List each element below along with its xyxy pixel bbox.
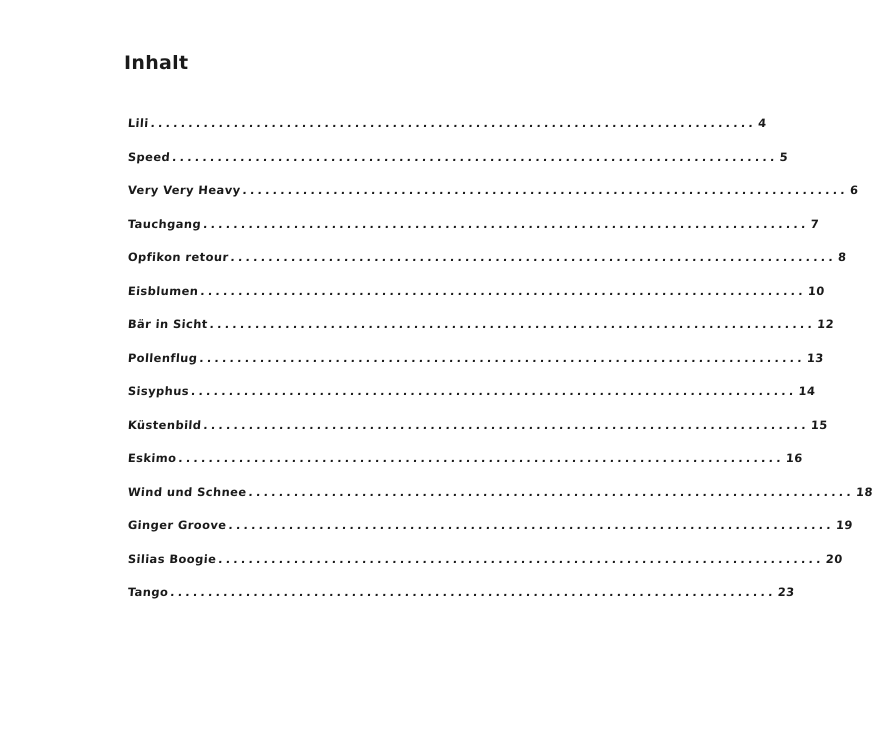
toc-entry <box>126 585 796 619</box>
toc-entry-title: Tango <box>127 585 169 599</box>
toc-entry <box>126 283 826 318</box>
toc-entry-page-number: 12 <box>816 317 835 331</box>
toc-entry-title: Speed <box>127 149 171 164</box>
toc-entry-page-number: 4 <box>757 116 768 130</box>
dot-leader: ................................................................................ <box>209 317 816 331</box>
toc-entry-page-number: 15 <box>810 417 829 432</box>
toc-entry-title: Sisyphus <box>127 384 190 398</box>
toc-entry <box>126 384 816 418</box>
toc-entry <box>126 518 854 552</box>
table-of-contents <box>126 116 873 619</box>
toc-entry-title: Wind und Schnee <box>127 484 248 499</box>
page-title: Inhalt <box>124 52 189 74</box>
toc-entry-title: Very Very Heavy <box>127 183 242 197</box>
toc-entry-page-number: 13 <box>806 350 825 365</box>
dot-leader: ................................................................................ <box>190 384 798 398</box>
toc-entry-page-number: 16 <box>785 451 804 465</box>
dot-leader: ................................................................................ <box>202 417 810 432</box>
toc-entry <box>126 484 873 519</box>
dot-leader: ................................................................................ <box>171 149 779 164</box>
toc-entry <box>126 183 859 217</box>
toc-entry-title: Tauchgang <box>127 216 202 231</box>
toc-entry-page-number: 5 <box>779 149 789 164</box>
dot-leader: ................................................................................ <box>217 551 825 566</box>
toc-entry-page-number: 18 <box>855 484 873 499</box>
toc-entry-title: Ginger Groove <box>127 518 228 532</box>
dot-leader: ................................................................................ <box>230 250 837 264</box>
dot-leader: ................................................................................ <box>199 283 807 298</box>
toc-entry <box>126 216 820 251</box>
toc-entry <box>126 350 825 385</box>
dot-leader: ................................................................................ <box>248 484 855 499</box>
toc-entry-page-number: 23 <box>777 585 796 599</box>
toc-entry-title: Eskimo <box>127 451 177 465</box>
toc-entry <box>126 149 789 184</box>
toc-entry-title: Pollenflug <box>127 350 198 365</box>
toc-entry-page-number: 6 <box>849 183 859 197</box>
toc-entry <box>126 451 804 485</box>
dot-leader: ................................................................................ <box>228 518 835 532</box>
toc-entry-title: Lili <box>127 116 150 130</box>
dot-leader: ................................................................................ <box>150 116 757 130</box>
toc-entry <box>126 551 844 586</box>
dot-leader: ................................................................................ <box>242 183 849 197</box>
dot-leader: ................................................................................ <box>169 585 777 599</box>
dot-leader: ................................................................................ <box>177 451 785 465</box>
dot-leader: ................................................................................ <box>198 350 806 365</box>
toc-entry-title: Küstenbild <box>127 417 202 432</box>
toc-entry-page-number: 20 <box>825 551 844 566</box>
toc-entry-page-number: 7 <box>810 216 820 231</box>
toc-entry-page-number: 8 <box>837 250 847 264</box>
toc-entry-title: Bär in Sicht <box>127 317 209 331</box>
toc-entry <box>126 250 847 284</box>
toc-entry-title: Eisblumen <box>127 283 199 298</box>
toc-entry <box>126 417 829 452</box>
toc-entry <box>126 116 768 150</box>
dot-leader: ................................................................................ <box>202 216 810 231</box>
toc-entry-title: Silias Boogie <box>127 551 217 566</box>
toc-entry-page-number: 19 <box>835 518 854 532</box>
toc-entry <box>126 317 835 351</box>
toc-entry-page-number: 14 <box>798 384 816 398</box>
toc-entry-title: Opfikon retour <box>127 250 230 264</box>
toc-entry-page-number: 10 <box>807 283 826 298</box>
